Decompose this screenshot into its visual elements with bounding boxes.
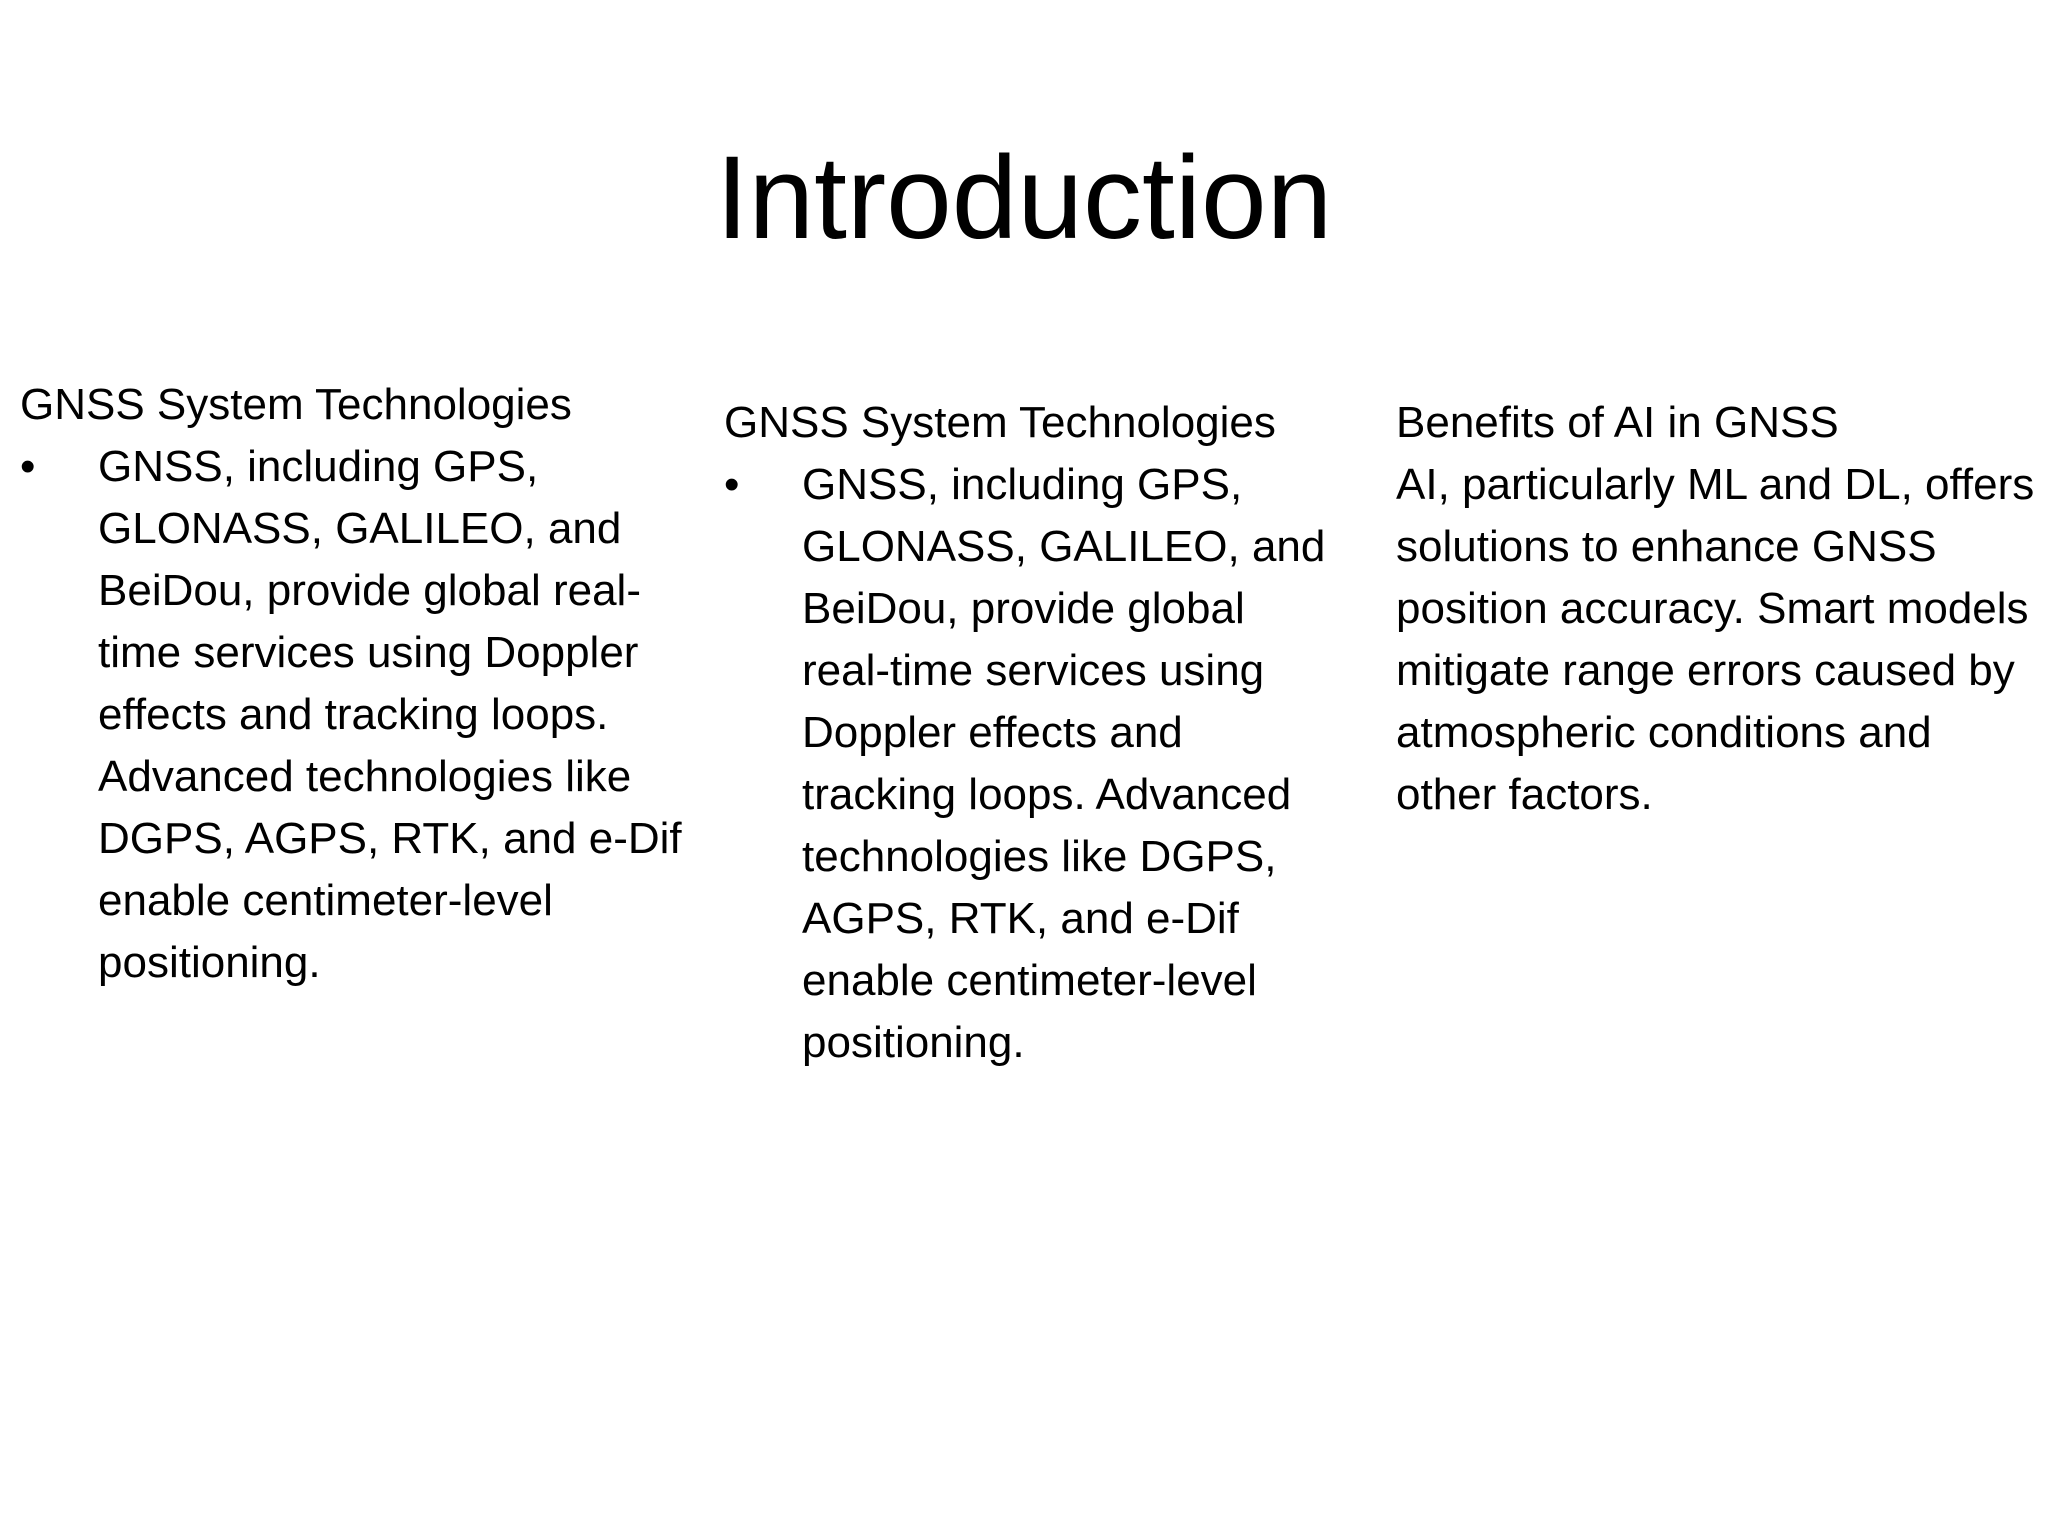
bullet-item [724,454,1364,1074]
column-heading: Benefits of AI in GNSS [1396,398,1839,447]
body-text: AI, particularly ML and DL, offers solutions to enhance GNSS position accuracy. Smart models mitigate range errors caused by atmospheric conditions and other factors. [1396,460,2035,819]
bullet-icon: • [724,460,740,509]
column-1 [20,374,700,994]
column-2 [724,392,1364,1074]
column-3 [1396,392,2036,826]
bullet-text: GNSS, including GPS, GLONASS, GALILEO, and BeiDou, provide global real-time services using Doppler effects and tracking loops. Advanced technologies like DGPS, AGPS, RTK, and e-Dif enable centimeter-level positioning. [98,442,682,987]
column-heading: GNSS System Technologies [724,398,1276,447]
bullet-text: GNSS, including GPS, GLONASS, GALILEO, and BeiDou, provide global real-time services using Doppler effects and tracking loops. Advanced technologies like DGPS, AGPS, RTK, and e-Dif enable centimeter-level positioning. [802,460,1326,1067]
bullet-item [20,436,700,994]
column-heading: GNSS System Technologies [20,380,572,429]
bullet-icon: • [20,442,36,491]
slide-title: Introduction [715,132,1333,264]
